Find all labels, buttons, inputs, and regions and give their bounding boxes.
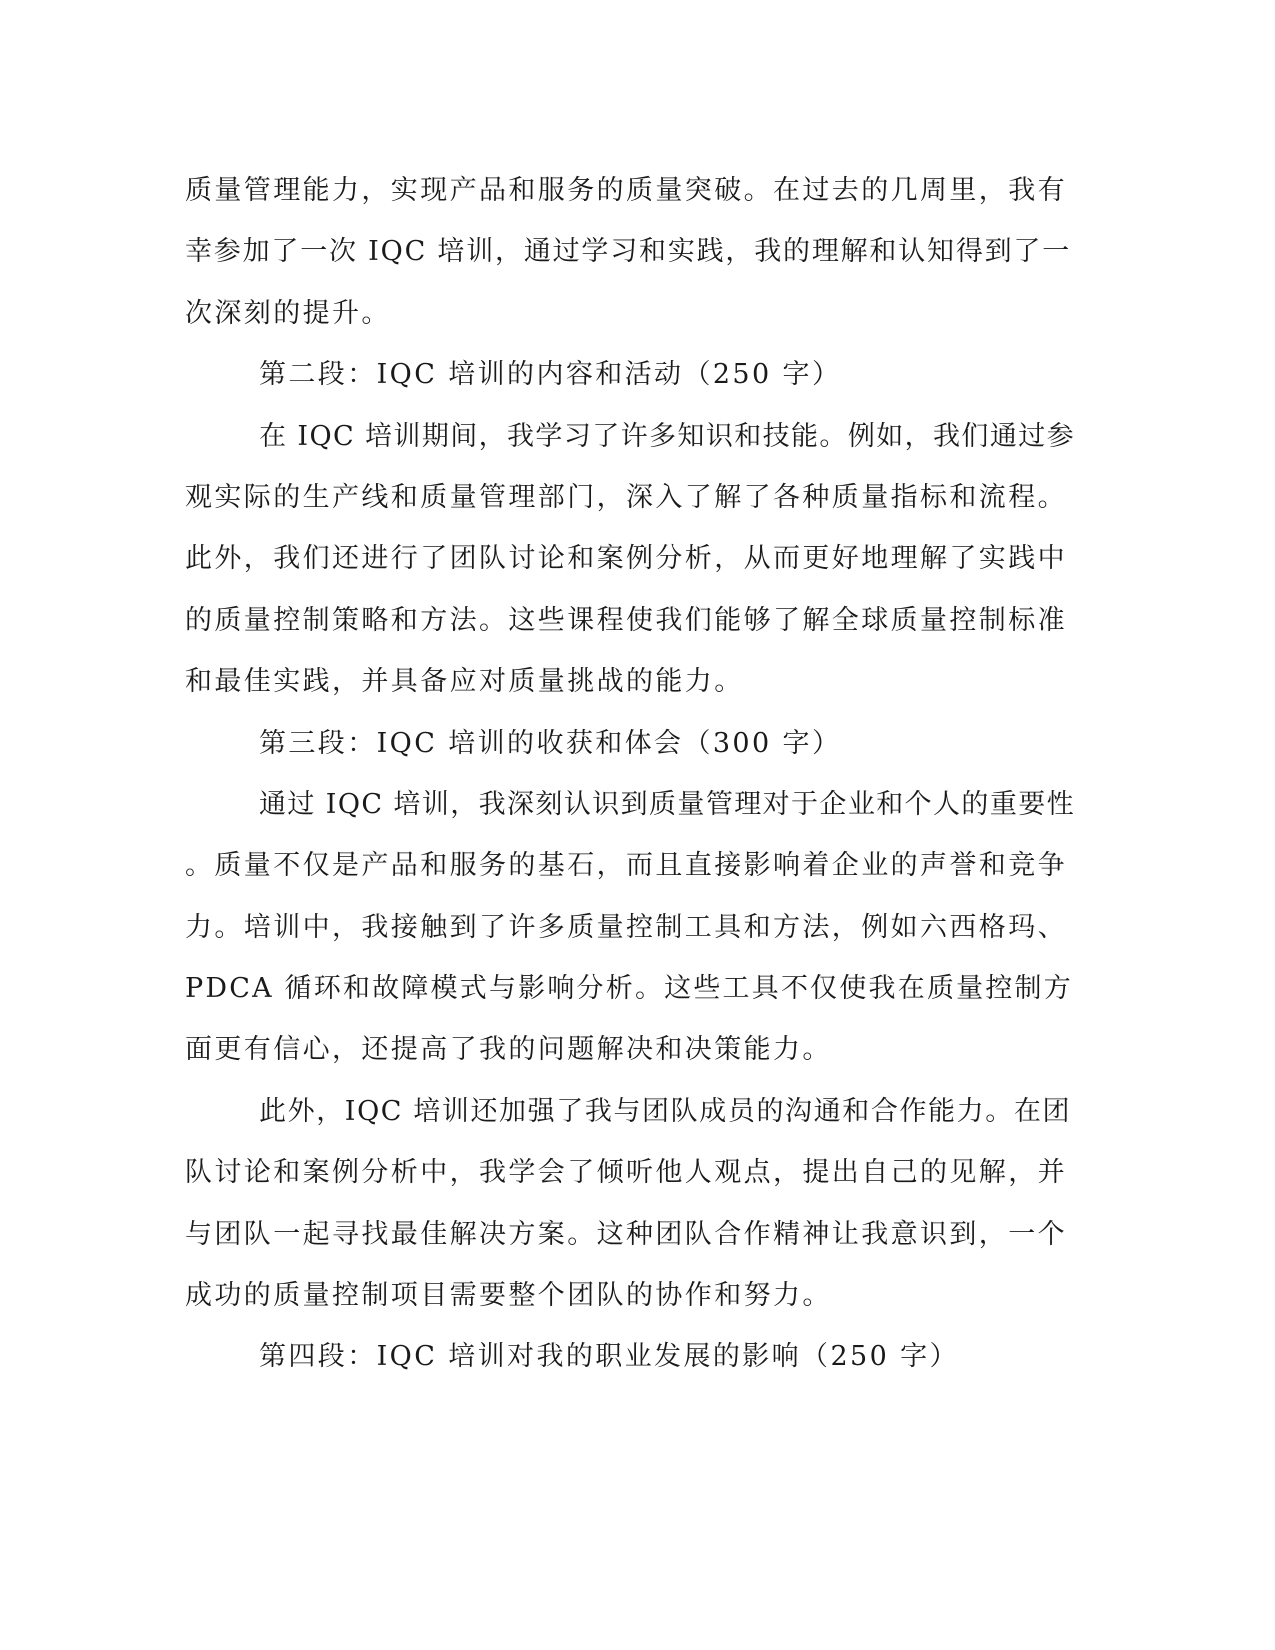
text-line: 成功的质量控制项目需要整个团队的协作和努力。	[185, 1280, 832, 1312]
text-line: 面更有信心，还提高了我的问题解决和决策能力。	[185, 1034, 832, 1066]
text-line: 次深刻的提升。	[185, 297, 391, 329]
paragraph-first-line: 通过 IQC 培训，我深刻认识到质量管理对于企业和个人的重要性	[259, 788, 1076, 820]
document-body	[185, 160, 1075, 1388]
text-line: 。质量不仅是产品和服务的基石，而且直接影响着企业的声誉和竞争	[185, 850, 1067, 882]
text-line: PDCA 循环和故障模式与影响分析。这些工具不仅使我在质量控制方	[185, 973, 1073, 1005]
text-line: 质量管理能力，实现产品和服务的质量突破。在过去的几周里，我有	[185, 175, 1067, 206]
paragraph-first-line: 第三段：IQC 培训的收获和体会（300 字）	[259, 727, 842, 759]
paragraph-first-line: 第二段：IQC 培训的内容和活动（250 字）	[259, 359, 842, 391]
paragraph-first-line: 第四段：IQC 培训对我的职业发展的影响（250 字）	[259, 1341, 959, 1373]
paragraph-first-line: 此外，IQC 培训还加强了我与团队成员的沟通和合作能力。在团	[259, 1095, 1072, 1127]
text-line: 此外，我们还进行了团队讨论和案例分析，从而更好地理解了实践中	[185, 543, 1067, 575]
text-line: 的质量控制策略和方法。这些课程使我们能够了解全球质量控制标准	[185, 604, 1067, 636]
text-line: 和最佳实践，并具备应对质量挑战的能力。	[185, 666, 744, 698]
text-line: 与团队一起寻找最佳解决方案。这种团队合作精神让我意识到，一个	[185, 1218, 1067, 1250]
text-line: 观实际的生产线和质量管理部门，深入了解了各种质量指标和流程。	[185, 481, 1067, 513]
text-line: 幸参加了一次 IQC 培训，通过学习和实践，我的理解和认知得到了一	[185, 236, 1072, 268]
text-line: 队讨论和案例分析中，我学会了倾听他人观点，提出自己的见解，并	[185, 1157, 1067, 1189]
text-line: 力。培训中，我接触到了许多质量控制工具和方法，例如六西格玛、	[185, 911, 1067, 943]
paragraph-first-line: 在 IQC 培训期间，我学习了许多知识和技能。例如，我们通过参	[259, 420, 1076, 452]
